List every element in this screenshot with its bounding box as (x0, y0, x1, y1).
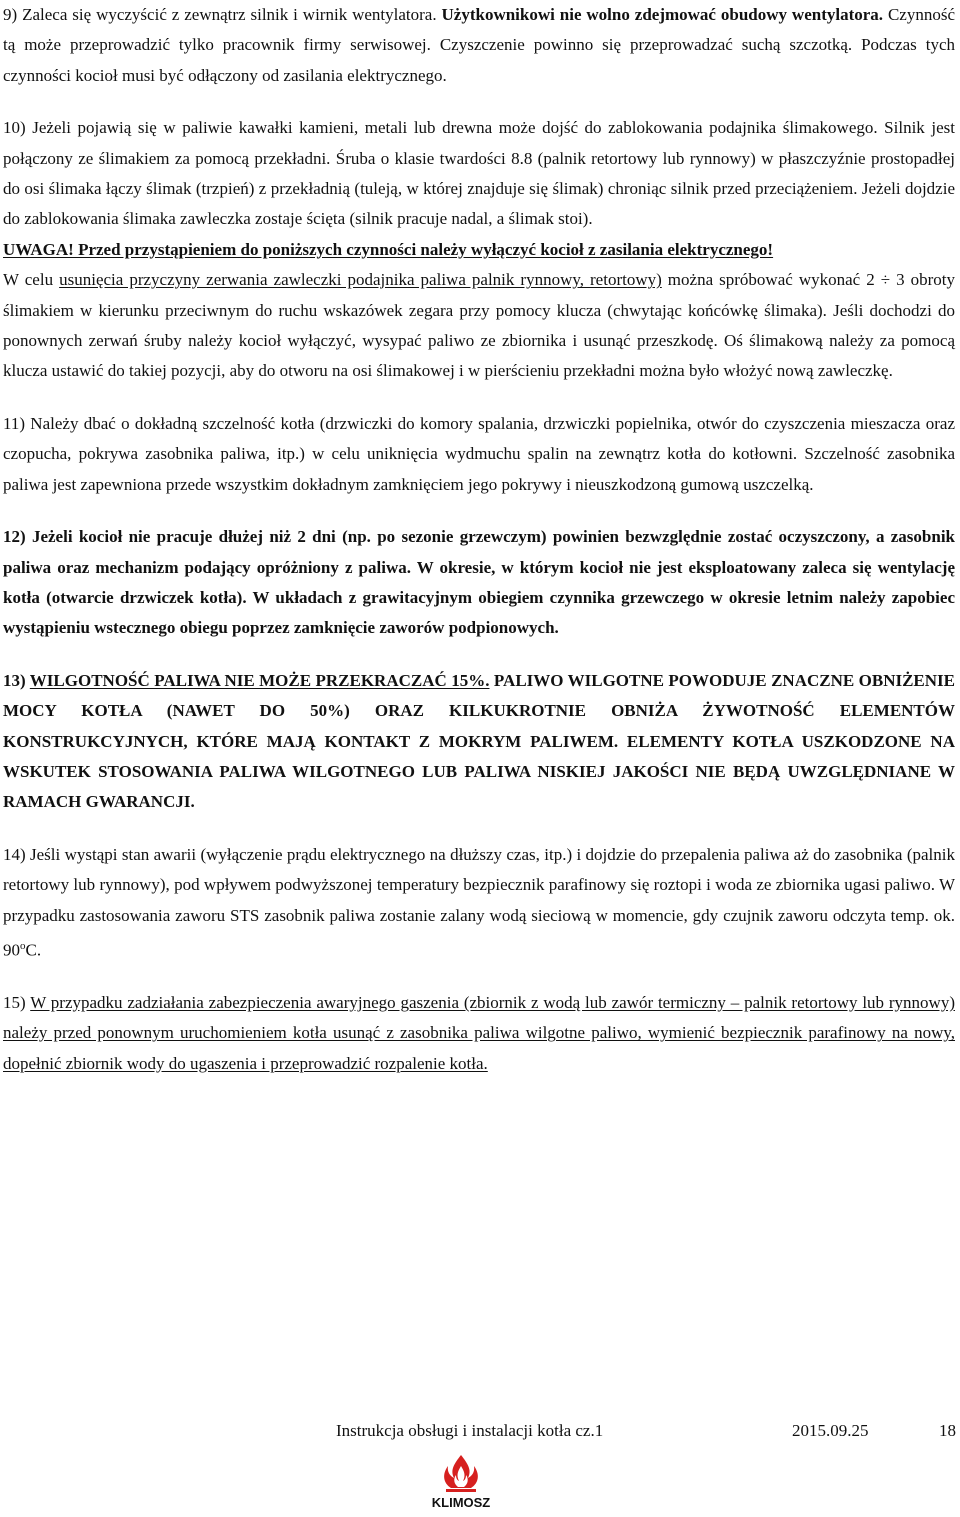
p9-text-a: 9) Zaleca się wyczyścić z zewnątrz silnik i wirnik wentylatora. (3, 5, 442, 24)
paragraph-9 (3, 0, 955, 91)
logo-text: KLIMOSZ (431, 1495, 491, 1510)
p13-underlined: WILGOTNOŚĆ PALIWA NIE MOŻE PRZEKRACZAĆ 15%. (29, 670, 490, 690)
klimosz-logo (416, 1452, 506, 1512)
page-number: 18 (939, 1421, 956, 1440)
p13-rest: PALIWO WILGOTNE POWODUJE ZNACZNE OBNIŻENIE MOCY KOTŁA (NAWET DO 50%) ORAZ KILKUKROTNIE OBNIŻA ŻYWOTNOŚĆ ELEMENTÓW KONSTRUKCYJNYCH, KTÓRE MAJĄ KONTAKT Z MOKRYM PALIWEM. ELEMENTY KOTŁA USZKODZONE NA WSKUTEK STOSOWANIA PALIWA WILGOTNEGO LUB PALIWA NISKIEJ JAKOŚCI NIE BĘDĄ UWZGLĘDNIANE W RAMACH GWARANCJI. (3, 670, 956, 812)
paragraph-10: 10) Jeżeli pojawią się w paliwie kawałki kamieni, metali lub drewna może dojść do zablokowania podajnika ślimakowego. Silnik jest połączony ze ślimakiem za pomocą przekładni. Śruba o klasie twardości 8.8 (palnik retortowy lub rynnowy) w płaszczyźnie prostopadłej do osi ślimaka łączy ślimak (trzpień) z przekładnią (tuleją, w której znajduje się ślimak) chroniąc silnik przed przeciążeniem. Jeżeli dojdzie do zablokowania ślimaka zawleczka zostaje ścięta (silnik pracuje nadal, a ślimak stoi). (3, 118, 955, 229)
degree-sup: o (20, 939, 26, 952)
p14-end: C. (25, 940, 42, 960)
footer-title: Instrukcja obsługi i instalacji kotła cz.1 (336, 1421, 604, 1440)
paragraph-14 (3, 840, 955, 966)
remedy-underlined: usunięcia przyczyny zerwania zawleczki podajnika paliwa palnik rynnowy, retortowy) (59, 270, 662, 290)
paragraph-15 (3, 988, 955, 1079)
footer-date: 2015.09.25 (792, 1421, 869, 1440)
p13-num: 13) (3, 670, 30, 690)
p9-text-c: Czynność tą może przeprowadzić tylko pracownik firmy serwisowej. Czyszczenie powinno się przeprowadzać suchą szczotką. Podczas tych czynności kocioł musi być odłączony od zasilania elektrycznego. (3, 5, 956, 85)
remedy-text: można spróbować wykonać 2 ÷ 3 obroty ślimakiem w kierunku przeciwnym do ruchu wskazówek zegara przy pomocy klucza (chwytając końcówkę ślimaka). Jeśli dochodzi do ponownych zerwań śruby należy kocioł wyłączyć, wysypać paliwo ze zbiornika i usunąć przeszkodę. Oś ślimakową należy za pomocą klucza ustawić do takiej pozycji, aby do otworu na osi ślimakowej i w pierścieniu przekładni można było włożyć nową zawleczkę. (3, 270, 955, 381)
document-body (3, 0, 955, 1079)
flame-icon (416, 1452, 506, 1512)
p9-bold: Użytkownikowi nie wolno zdejmować obudowy wentylatora. (441, 5, 884, 24)
p15-underlined: W przypadku zadziałania zabezpieczenia awaryjnego gaszenia (zbiornik z wodą lub zawór termiczny – palnik retortowy lub rynnowy) należy przed ponownym uruchomieniem kotła usunąć z zasobnika paliwa wilgotne paliwo, wymienić bezpiecznik parafinowy na nowy, dopełnić zbiornik wody do ugaszenia i przeprowadzić rozpalenie kotła. (3, 993, 955, 1073)
p12-bold: 12) Jeżeli kocioł nie pracuje dłużej niż 2 dni (np. po sezonie grzewczym) powinien bezwzględnie zostać oczyszczony, a zasobnik paliwa oraz mechanizm podający opróżniony z paliwa. W okresie, w którym kocioł nie jest eksploatowany zaleca się wentylację kotła (otwarcie drzwiczek kotła). W układach z grawitacyjnym obiegiem czynnika grzewczego w okresie letnim należy zapobiec wystąpieniu wstecznego obiegu poprzez zamknięcie zaworów podpionowych. (3, 527, 955, 638)
paragraph-10-remedy (3, 265, 955, 387)
warning-line (3, 235, 955, 265)
paragraph-12 (3, 522, 955, 644)
remedy-intro: W celu (3, 270, 60, 290)
p14-text: 14) Jeśli wystąpi stan awarii (wyłączenie prądu elektrycznego na dłuższy czas, itp.) i dojdzie do przepalenia paliwa aż do zasobnika (palnik retortowy lub rynnowy), pod wpływem podwyższonej temperatury bezpiecznik parafinowy się roztopi i woda ze zbiornika ugasi paliwo. W przypadku zastosowania zaworu STS zasobnik paliwa zostanie zalany wodą sieciową w momencie, gdy czujnik zaworu odczyta temp. ok. 90 (3, 844, 955, 960)
page-footer (336, 1418, 956, 1444)
p15-num: 15) (3, 993, 31, 1013)
paragraph-11: 11) Należy dbać o dokładną szczelność kotła (drzwiczki do komory spalania, drzwiczki popielnika, otwór do czyszczenia mieszacza oraz czopucha, pokrywa zasobnika paliwa, itp.) w celu uniknięcia wydmuchu spalin na zewnątrz kotła do kotłowni. Szczelność zasobnika paliwa jest zapewniona przede wszystkim dokładnym zamknięciem jego pokrywy i nieuszkodzoną gumową uszczelką. (3, 413, 955, 494)
warning-text: UWAGA! Przed przystąpieniem do poniższych czynności należy wyłączyć kocioł z zasilania elektrycznego! (3, 239, 774, 259)
paragraph-13 (3, 666, 955, 818)
